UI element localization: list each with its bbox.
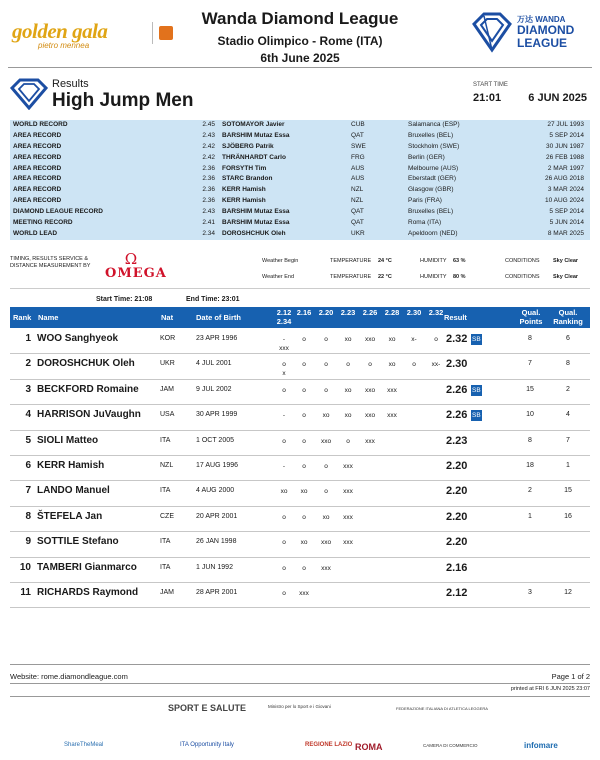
record-date: 26 AUG 2018	[544, 175, 584, 183]
attempt: o	[368, 361, 372, 369]
record-nat: QAT	[351, 131, 364, 139]
result-row	[10, 557, 590, 583]
weather-end-conditions: Sky Clear	[553, 274, 579, 280]
record-row	[10, 164, 590, 175]
attempt: o	[324, 361, 328, 369]
result: 2.20	[446, 460, 468, 472]
col-qual-points-1: Qual.	[521, 308, 541, 317]
record-row	[10, 185, 590, 196]
record-athlete: FORSYTH Tim	[222, 164, 267, 172]
qual-ranking: 6	[566, 335, 570, 342]
weather-begin-temp: 24 °C	[378, 258, 392, 264]
record-date: 26 FEB 1988	[546, 153, 584, 161]
record-nat: SWE	[351, 142, 366, 150]
weather-begin-conditions-label: CONDITIONS	[505, 258, 540, 264]
record-name: AREA RECORD	[13, 164, 62, 172]
result-row	[10, 404, 590, 430]
record-athlete: THRÄNHARDT Carlo	[222, 153, 286, 161]
record-athlete: SJÖBERG Patrik	[222, 142, 274, 150]
attempt: xo	[388, 336, 396, 343]
record-row	[10, 120, 590, 131]
attempt: xo	[344, 386, 352, 394]
attempt: o	[324, 336, 328, 343]
attempt: o	[302, 463, 306, 470]
weather-begin-humidity: 63 %	[453, 258, 466, 264]
records-table	[10, 120, 590, 240]
athlete-nat: ITA	[160, 563, 171, 571]
qual-ranking: 4	[566, 411, 570, 419]
col-qual-points-2: Points	[519, 317, 543, 326]
attempt: xx-	[431, 361, 441, 369]
athlete-nat: KOR	[160, 335, 176, 342]
record-nat: AUS	[351, 164, 365, 172]
start-time-label: START TIME	[473, 82, 508, 88]
athlete-dob: 17 AUG 1996	[196, 462, 239, 469]
athlete-name: BECKFORD Romaine	[37, 383, 139, 395]
attempt: xo	[300, 539, 308, 547]
attempt: o	[282, 590, 286, 597]
attempt: xxx	[343, 513, 353, 521]
start-date: 6 JUN 2025	[528, 92, 587, 104]
attempt: o	[282, 564, 286, 572]
record-date: 3 MAR 2024	[547, 186, 584, 194]
omega-wordmark: OMEGA	[105, 266, 167, 281]
record-athlete: BARSHIM Mutaz Essa	[222, 208, 290, 216]
record-venue: Melbourne (AUS)	[408, 164, 459, 172]
record-row	[10, 229, 590, 240]
attempt: o	[282, 361, 286, 369]
record-mark: 2.36	[202, 197, 215, 205]
attempt: xo	[344, 336, 352, 343]
attempt: xxx	[321, 564, 331, 572]
record-row	[10, 142, 590, 153]
record-venue: Bruxelles (BEL)	[408, 131, 454, 139]
athlete-nat: JAM	[160, 385, 174, 393]
rank: 5	[25, 434, 31, 446]
attempt: x-	[411, 336, 417, 343]
record-mark: 2.36	[202, 186, 215, 194]
result: 2.26	[446, 383, 468, 396]
league-logo-small: 万达 WANDA	[517, 15, 566, 24]
header-divider	[8, 67, 592, 68]
record-athlete: BARSHIM Mutaz Essa	[222, 219, 290, 227]
athlete-nat: USA	[160, 411, 175, 419]
record-nat: NZL	[351, 197, 364, 205]
weather-end-temp-label: TEMPERATURE	[330, 274, 372, 280]
sponsor-camera-commercio: CAMERA DI COMMERCIO	[423, 743, 478, 748]
record-nat: FRG	[351, 153, 365, 161]
athlete-nat: CZE	[160, 512, 174, 520]
attempt: -	[282, 412, 286, 420]
col-height-2.20: 2.20	[318, 308, 334, 317]
record-venue: Salamanca (ESP)	[408, 121, 460, 128]
record-mark: 2.42	[202, 153, 215, 161]
result: 2.26	[446, 409, 468, 422]
qual-points: 1	[528, 512, 532, 520]
attempt: xxx	[279, 345, 289, 352]
attempt: x	[282, 370, 286, 378]
record-mark: 2.45	[202, 121, 215, 128]
record-venue: Glasgow (GBR)	[408, 186, 454, 194]
record-name: AREA RECORD	[13, 186, 62, 194]
col-height-2.12: 2.12	[276, 308, 292, 317]
record-name: DIAMOND LEAGUE RECORD	[13, 208, 103, 216]
record-mark: 2.43	[202, 131, 215, 139]
record-date: 10 AUG 2024	[544, 197, 584, 205]
omega-logo	[105, 250, 167, 281]
sponsor-ita: ITA Opportunity Italy	[180, 742, 234, 748]
attempt: xxo	[364, 386, 376, 394]
athlete-name: LANDO Manuel	[37, 485, 110, 497]
meeting-date: 6th June 2025	[260, 51, 340, 65]
attempt: xo	[322, 513, 330, 521]
athlete-name: SOTTILE Stefano	[37, 536, 119, 548]
league-logo-text	[517, 24, 574, 50]
qual-points: 3	[528, 589, 532, 596]
record-date: 5 SEP 2014	[549, 131, 584, 139]
weather-begin-humidity-label: HUMIDITY	[420, 258, 447, 264]
qual-points: 8	[528, 436, 532, 444]
athlete-nat: NZL	[160, 462, 174, 469]
result: 2.16	[446, 561, 468, 574]
footer-divider-top	[10, 664, 590, 665]
athlete-name: HARRISON JuVaughn	[37, 409, 141, 421]
record-date: 5 JUN 2014	[549, 219, 584, 227]
attempt: -	[282, 336, 286, 343]
record-athlete: DOROSHCHUK Oleh	[222, 229, 286, 237]
athlete-dob: 30 APR 1999	[196, 411, 238, 419]
record-date: 2 MAR 1997	[547, 164, 584, 172]
sponsor-divider	[10, 696, 590, 697]
record-athlete: SOTOMAYOR Javier	[222, 121, 285, 128]
qual-ranking: 15	[564, 487, 572, 495]
record-date: 5 SEP 2014	[549, 208, 584, 216]
athlete-dob: 20 APR 2001	[196, 512, 238, 520]
athlete-name: KERR Hamish	[37, 460, 105, 471]
season-best-badge: SB	[472, 412, 481, 420]
result-row	[10, 480, 590, 506]
rank: 2	[25, 358, 31, 370]
athlete-dob: 23 APR 1996	[196, 335, 238, 342]
attempt: o	[302, 336, 306, 343]
qual-points: 7	[528, 360, 532, 368]
result: 2.20	[446, 510, 468, 523]
attempt: o	[412, 361, 416, 369]
record-athlete: STARC Brandon	[222, 175, 273, 183]
result: 2.32	[446, 333, 468, 345]
attempt: o	[282, 437, 286, 445]
record-name: AREA RECORD	[13, 175, 62, 183]
col-dob: Date of Birth	[196, 313, 241, 322]
attempt: xxx	[343, 463, 353, 470]
record-mark: 2.34	[202, 229, 215, 237]
col-result: Result	[444, 313, 467, 322]
result: 2.20	[446, 485, 468, 498]
rank: 10	[19, 561, 31, 573]
record-date: 30 JUN 1987	[546, 142, 584, 150]
event-title: High Jump Men	[52, 90, 194, 111]
rank: 11	[20, 587, 31, 598]
record-mark: 2.42	[202, 142, 215, 150]
col-height-2.23: 2.23	[340, 308, 356, 317]
col-nat: Nat	[161, 313, 174, 322]
col-height-2.30: 2.30	[406, 308, 422, 317]
sponsor-sharethemeal: ShareTheMeal	[64, 742, 104, 748]
weather-divider	[10, 288, 590, 289]
weather-begin-label: Weather Begin	[262, 258, 299, 264]
attempt: xxx	[387, 386, 397, 394]
result-row	[10, 506, 590, 532]
attempt: xo	[344, 412, 352, 420]
attempt: o	[324, 488, 328, 496]
diamond-icon	[470, 10, 514, 54]
attempt: o	[346, 361, 350, 369]
qual-points: 8	[528, 335, 532, 342]
timing-note	[10, 256, 110, 270]
record-athlete: KERR Hamish	[222, 197, 266, 205]
season-best-badge: SB	[472, 336, 481, 343]
sponsor-roma: ROMA	[355, 742, 383, 752]
col-height-2.32: 2.32	[428, 308, 444, 317]
start-time: 21:01	[473, 92, 502, 104]
rank: 4	[25, 409, 31, 421]
rank: 1	[25, 333, 31, 344]
weather-begin-conditions: Sky Clear	[553, 258, 579, 264]
record-name: WORLD RECORD	[13, 121, 68, 128]
weather-end-label: Weather End	[262, 274, 295, 280]
athlete-nat: JAM	[160, 589, 174, 596]
qual-points: 15	[526, 385, 534, 393]
rank: 6	[25, 460, 31, 471]
col-rank: Rank	[13, 313, 32, 322]
season-best-badge: SB	[472, 386, 481, 394]
record-name: AREA RECORD	[13, 142, 62, 150]
attempt: xxo	[364, 412, 376, 420]
col-height-2.34: 2.34	[276, 317, 292, 326]
result: 2.20	[446, 536, 468, 549]
attempt: -	[282, 463, 286, 470]
record-mark: 2.36	[202, 175, 215, 183]
attempt: o	[302, 437, 306, 445]
result-row	[10, 455, 590, 481]
attempt: xo	[280, 488, 288, 496]
record-mark: 2.36	[202, 164, 215, 172]
record-nat: QAT	[351, 219, 364, 227]
attempt: o	[324, 463, 328, 470]
weather-end-temp: 22 °C	[378, 274, 392, 280]
record-mark: 2.43	[202, 208, 215, 216]
record-athlete: BARSHIM Mutaz Essa	[222, 131, 290, 139]
record-nat: QAT	[351, 208, 364, 216]
record-date: 8 MAR 2025	[547, 229, 584, 237]
col-height-2.28: 2.28	[384, 308, 400, 317]
record-row	[10, 174, 590, 185]
meeting-header	[170, 0, 430, 65]
record-name: AREA RECORD	[13, 197, 62, 205]
record-name: MEETING RECORD	[13, 219, 73, 227]
record-venue: Stockholm (SWE)	[408, 142, 460, 150]
athlete-dob: 4 JUL 2001	[196, 360, 232, 368]
qual-ranking: 1	[566, 462, 570, 469]
result-row	[10, 379, 590, 405]
attempt: xxx	[365, 437, 375, 445]
result-row	[10, 582, 590, 608]
diamond-league-logo	[470, 10, 590, 60]
timing-note-line2: DISTANCE MEASUREMENT BY	[10, 263, 91, 269]
meeting-venue: Stadio Olimpico - Rome (ITA)	[217, 34, 383, 48]
col-name: Name	[38, 313, 59, 322]
sponsor-ministro: Ministro per lo Sport e i Giovani	[268, 704, 331, 709]
attempt: xxo	[364, 336, 376, 343]
athlete-name: SIOLI Matteo	[37, 434, 99, 446]
weather-end-humidity: 80 %	[453, 274, 466, 280]
golden-gala-logo-sub: pietro mennea	[38, 41, 90, 50]
league-logo-line2: LEAGUE	[517, 36, 568, 50]
qual-ranking: 8	[566, 360, 570, 368]
league-logo-line1: DIAMOND	[517, 23, 575, 37]
record-row	[10, 207, 590, 218]
attempt: o	[282, 513, 286, 521]
col-qual-ranking-1: Qual.	[558, 308, 578, 317]
attempt: xxx	[343, 539, 353, 547]
result-row	[10, 430, 590, 456]
record-venue: Eberstadt (GER)	[408, 175, 457, 183]
col-height-2.26: 2.26	[362, 308, 378, 317]
timing-note-line1: TIMING, RESULTS SERVICE &	[10, 256, 89, 262]
website-link[interactable]: Website: rome.diamondleague.com	[10, 672, 128, 681]
attempt: o	[324, 386, 328, 394]
printed-at: printed at FRI 6 JUN 2025 23:07	[510, 686, 590, 692]
athlete-dob: 1 JUN 1992	[196, 563, 233, 571]
sponsor-sport-e-salute: SPORT E SALUTE	[168, 703, 247, 713]
attempt: xxo	[320, 539, 332, 547]
sponsor-fidal: FEDERAZIONE ITALIANA DI ATLETICA LEGGERA	[396, 706, 488, 711]
attempt: xxx	[343, 488, 353, 496]
col-height-2.16: 2.16	[296, 308, 312, 317]
athlete-dob: 26 JAN 1998	[196, 538, 237, 546]
record-nat: UKR	[351, 229, 365, 237]
weather-end-conditions-label: CONDITIONS	[505, 274, 540, 280]
record-row	[10, 218, 590, 229]
record-venue: Berlin (GER)	[408, 153, 445, 161]
athlete-name: RICHARDS Raymond	[37, 587, 139, 598]
attempt: o	[302, 361, 306, 369]
record-nat: AUS	[351, 175, 365, 183]
qual-points: 2	[528, 487, 532, 495]
attempt: o	[434, 336, 438, 343]
attempt: xo	[388, 361, 396, 369]
attempt: o	[302, 513, 306, 521]
competition-end-time: End Time: 23:01	[186, 296, 240, 303]
rank: 9	[25, 536, 31, 548]
results-table-header	[10, 307, 590, 328]
athlete-nat: ITA	[160, 538, 171, 546]
record-name: AREA RECORD	[13, 131, 62, 139]
qual-ranking: 12	[564, 589, 572, 596]
attempt: xo	[322, 412, 330, 420]
athlete-nat: ITA	[160, 436, 171, 444]
page-number: Page 1 of 2	[551, 672, 590, 681]
results-label: Results	[52, 78, 89, 90]
golden-gala-logo-text: golden gala	[12, 19, 108, 43]
record-mark: 2.41	[202, 219, 215, 227]
omega-symbol-icon: Ω	[124, 250, 138, 268]
qual-points: 18	[526, 462, 534, 469]
weather-end-humidity-label: HUMIDITY	[420, 274, 447, 280]
athlete-name: TAMBERI Gianmarco	[37, 561, 137, 573]
qual-ranking: 16	[564, 512, 572, 520]
record-row	[10, 153, 590, 164]
qual-ranking: 7	[566, 436, 570, 444]
record-nat: NZL	[351, 186, 364, 194]
diamond-event-icon	[10, 78, 48, 110]
attempt: xxo	[320, 437, 332, 445]
attempt: xo	[300, 488, 308, 496]
attempt: xxx	[299, 590, 309, 597]
attempt: o	[302, 564, 306, 572]
result-row	[10, 328, 590, 354]
athlete-dob: 4 AUG 2000	[196, 487, 235, 495]
qual-points: 10	[526, 411, 534, 419]
footer-divider-bottom	[10, 683, 590, 684]
athlete-name: DOROSHCHUK Oleh	[37, 358, 135, 370]
attempt: o	[282, 386, 286, 394]
attempt: o	[302, 412, 306, 420]
attempt: o	[282, 539, 286, 547]
rank: 8	[25, 510, 31, 522]
record-row	[10, 196, 590, 207]
record-venue: Roma (ITA)	[408, 219, 442, 227]
result: 2.12	[446, 587, 468, 599]
attempt: o	[346, 437, 350, 445]
attempt: o	[302, 386, 306, 394]
sponsor-regione-lazio: REGIONE LAZIO	[305, 742, 353, 748]
athlete-name: ŠTEFELA Jan	[37, 510, 103, 522]
competition-start-time: Start Time: 21:08	[96, 296, 153, 303]
athlete-nat: ITA	[160, 487, 171, 495]
athlete-nat: UKR	[160, 360, 175, 368]
result: 2.23	[446, 434, 468, 447]
golden-gala-logo	[12, 20, 177, 50]
meeting-title: Wanda Diamond League	[201, 9, 399, 28]
weather-begin-temp-label: TEMPERATURE	[330, 258, 372, 264]
result-row	[10, 531, 590, 557]
athlete-dob: 28 APR 2001	[196, 589, 238, 596]
attempt: xxx	[387, 412, 397, 420]
athlete-dob: 1 OCT 2005	[196, 436, 235, 444]
result-row	[10, 353, 590, 379]
col-qual-ranking-2: Ranking	[553, 317, 583, 326]
record-venue: Apeldoorn (NED)	[408, 229, 458, 237]
rank: 7	[25, 485, 31, 497]
athlete-dob: 9 JUL 2002	[196, 385, 232, 393]
sponsor-infomare: infomare	[524, 741, 558, 750]
record-row	[10, 131, 590, 142]
qual-ranking: 2	[566, 385, 570, 393]
rank: 3	[25, 383, 31, 395]
athlete-name: WOO Sanghyeok	[37, 333, 119, 344]
record-name: WORLD LEAD	[13, 229, 58, 237]
record-nat: CUB	[351, 121, 365, 128]
record-venue: Paris (FRA)	[408, 197, 442, 205]
record-athlete: KERR Hamish	[222, 186, 266, 194]
result: 2.30	[446, 358, 468, 371]
record-venue: Bruxelles (BEL)	[408, 208, 454, 216]
record-name: AREA RECORD	[13, 153, 62, 161]
record-date: 27 JUL 1993	[547, 121, 584, 128]
